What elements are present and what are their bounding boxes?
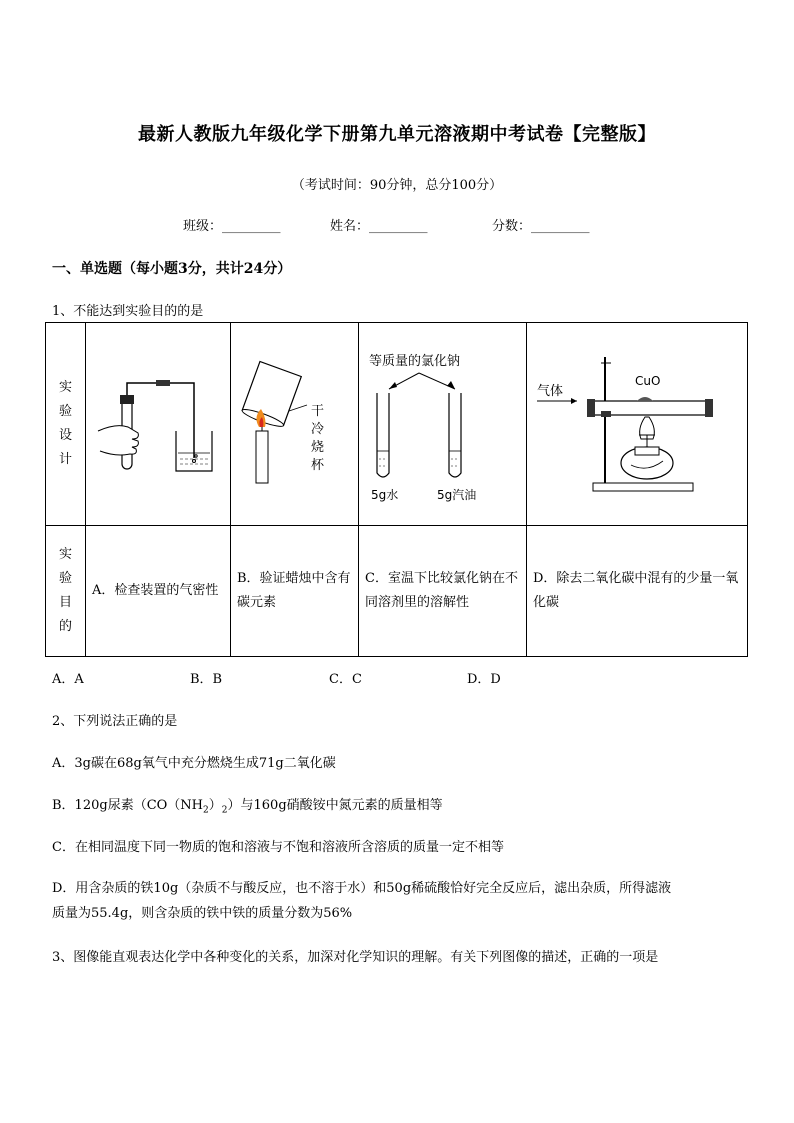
solubility-tubes-figure <box>359 323 527 516</box>
airtight-check-figure <box>86 323 231 516</box>
q1-choice-c[interactable]: C．C <box>329 672 362 687</box>
q1-choice-b[interactable]: B．B <box>190 672 223 687</box>
score-field: 分数：_________ <box>492 219 590 234</box>
purpose-c: C．室温下比较氯化钠在不同溶剂里的溶解性 <box>359 526 527 657</box>
figure-a-cell <box>86 323 231 526</box>
fig-c-right-label: 5g汽油 <box>437 488 477 502</box>
q1-choice-d[interactable]: D．D <box>467 672 501 687</box>
question-2-stem: 2、下列说法正确的是 <box>52 714 178 729</box>
q1-choice-a[interactable]: A．A <box>52 672 84 687</box>
question-3-stem: 3、图像能直观表达化学中各种变化的关系，加深对化学知识的理解。有关下列图像的描述，正确的一项是 <box>52 950 659 965</box>
figure-b-cell <box>231 323 359 526</box>
fig-b-char-2: 冷 <box>311 422 325 437</box>
fig-c-top-label: 等质量的氯化钠 <box>369 354 461 369</box>
question-1-stem: 1、不能达到实验目的的是 <box>52 304 204 319</box>
name-field: 姓名：_________ <box>330 219 428 234</box>
figure-c-cell <box>359 323 527 526</box>
fig-b-char-3: 烧 <box>311 440 325 455</box>
section-heading: 一、单选题（每小题3分，共计24分） <box>52 261 292 277</box>
row-label-purpose: 实 验 目 的 <box>46 526 86 657</box>
q2-option-a[interactable]: A．3g碳在68g氧气中充分燃烧生成71g二氧化碳 <box>52 756 336 771</box>
purpose-a: A．检查装置的气密性 <box>86 526 231 657</box>
q2-option-d[interactable]: D．用含杂质的铁10g（杂质不与酸反应，也不溶于水）和50g稀硫酸恰好完全反应后，滤出杂质，所得滤液 质量为55.4g，则含杂质的铁中铁的质量分数为56% <box>52 881 672 921</box>
figure-d-cell <box>527 323 748 526</box>
purpose-b: B．验证蜡烛中含有碳元素 <box>231 526 359 657</box>
fig-b-char-1: 干 <box>311 404 325 419</box>
fig-d-gas-label: 气体 <box>537 384 564 399</box>
q2-option-b[interactable]: B．120g尿素$(CO(NH_2)_2)$与160g硝酸铵中氮元素的质量相等 <box>52 798 443 816</box>
q2-option-c[interactable]: C．在相同温度下同一物质的饱和溶液与不饱和溶液所含溶质的质量一定不相等 <box>52 840 504 855</box>
experiment-table <box>45 322 748 657</box>
fig-c-left-label: 5g水 <box>371 488 399 502</box>
fig-b-char-4: 杯 <box>311 458 325 473</box>
class-field: 班级：_________ <box>183 219 281 234</box>
cuo-reduction-figure <box>527 323 748 516</box>
purpose-d: D．除去二氧化碳中混有的少量一氧化碳 <box>527 526 748 657</box>
fig-d-cuo-label: CuO <box>635 374 661 388</box>
exam-subtitle: （考试时间：90分钟，总分100分） <box>291 178 503 193</box>
row-label-design: 实 验 设 计 <box>46 323 86 526</box>
candle-beaker-figure <box>231 323 359 516</box>
page-title: 最新人教版九年级化学下册第九单元溶液期中考试卷【完整版】 <box>138 124 656 145</box>
